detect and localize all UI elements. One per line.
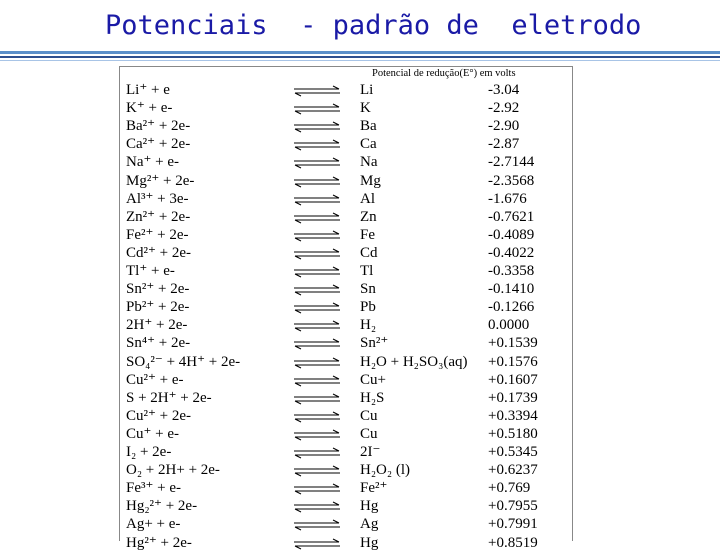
table-row [120, 135, 572, 153]
oxidized-species: Na⁺ + e- [126, 154, 180, 171]
title-rule-bottom [0, 60, 720, 61]
reduced-species: H₂O₂ (l) [360, 462, 411, 479]
reduction-potential: +0.8519 [488, 534, 538, 551]
reduced-species: Ag [360, 516, 379, 533]
reduced-species: Zn [360, 208, 377, 225]
reduced-species: Sn²⁺ [360, 335, 389, 352]
equilibrium-arrow-icon [292, 302, 342, 314]
reduction-potential: +0.7955 [488, 498, 538, 515]
equilibrium-arrow-icon [292, 393, 342, 405]
equilibrium-arrow-icon [292, 338, 342, 350]
page-title: Potenciais - padrão de eletrodo [105, 10, 642, 41]
reduced-species: Mg [360, 172, 381, 189]
reduced-species: Fe²⁺ [360, 480, 388, 497]
equilibrium-arrow-icon [292, 230, 342, 242]
table-row [120, 479, 572, 497]
reduction-potential: -2.7144 [488, 154, 535, 171]
oxidized-species: Zn²⁺ + 2e- [126, 208, 191, 225]
oxidized-species: Fe²⁺ + 2e- [126, 226, 189, 243]
table-row [120, 298, 572, 316]
reduction-potential: -0.1266 [488, 299, 535, 316]
table-row [120, 497, 572, 515]
table-row [120, 443, 572, 461]
table-row [120, 99, 572, 117]
reduced-species: Al [360, 190, 375, 207]
equilibrium-arrow-icon [292, 447, 342, 459]
reduction-potential: +0.5345 [488, 444, 538, 460]
reduction-potential: -0.4022 [488, 244, 535, 261]
oxidized-species: Pb²⁺ + 2e- [126, 299, 190, 316]
reduction-potential: +0.1739 [488, 389, 538, 406]
reduction-potential: +0.1607 [488, 371, 538, 388]
oxidized-species: Sn²⁺ + 2e- [126, 281, 190, 298]
table-row [120, 353, 572, 371]
reduced-species: Na [360, 154, 378, 171]
table-row [120, 515, 572, 533]
oxidized-species: Cu²⁺ + 2e- [126, 407, 192, 424]
table-row [120, 81, 572, 99]
equilibrium-arrow-icon [292, 157, 342, 169]
oxidized-species: Cu²⁺ + e- [126, 371, 184, 388]
table-row [120, 334, 572, 352]
potentials-table [119, 66, 573, 551]
reduction-potential: +0.5180 [488, 425, 538, 442]
equilibrium-arrow-icon [292, 501, 342, 513]
reduced-species: Cd [360, 244, 378, 261]
reduced-species: Ba [360, 118, 377, 135]
table-row [120, 117, 572, 135]
reduction-potential: -2.90 [488, 118, 520, 135]
equilibrium-arrow-icon [292, 121, 342, 133]
equilibrium-arrow-icon [292, 212, 342, 224]
equilibrium-arrow-icon [292, 139, 342, 151]
title-rule-middle [0, 56, 720, 58]
oxidized-species: Ca²⁺ + 2e- [126, 136, 191, 153]
reduced-species: Li [360, 82, 374, 98]
reduction-potential: -0.1410 [488, 281, 535, 298]
oxidized-species: Fe³⁺ + e- [126, 480, 182, 497]
oxidized-species: S + 2H⁺ + 2e- [126, 389, 212, 406]
equilibrium-arrow-icon [292, 320, 342, 332]
equilibrium-arrow-icon [292, 103, 342, 115]
reduced-species: Cu [360, 407, 378, 424]
reduction-potential: +0.3394 [488, 407, 538, 424]
oxidized-species: Ag+ + e- [126, 516, 181, 533]
table-row [120, 244, 572, 262]
reduced-species: Fe [360, 226, 375, 243]
reduction-potential: -2.87 [488, 136, 520, 153]
oxidized-species: Tl⁺ + e- [126, 263, 175, 279]
reduction-potential: -3.04 [488, 82, 520, 98]
equilibrium-arrow-icon [292, 284, 342, 296]
equilibrium-arrow-icon [292, 538, 342, 550]
oxidized-species: Cd²⁺ + 2e- [126, 244, 192, 261]
table-row [120, 172, 572, 190]
oxidized-species: Hg²⁺ + 2e- [126, 534, 192, 551]
equilibrium-arrow-icon [292, 375, 342, 387]
reduced-species: Tl [360, 263, 374, 279]
oxidized-species: K⁺ + e- [126, 100, 173, 117]
table-row [120, 208, 572, 226]
oxidized-species: 2H⁺ + 2e- [126, 317, 188, 334]
oxidized-species: SO₄²⁻ + 4H⁺ + 2e- [126, 353, 241, 370]
reduced-species: Cu [360, 425, 378, 442]
equilibrium-arrow-icon [292, 429, 342, 441]
oxidized-species: I₂ + 2e- [126, 444, 172, 460]
reduction-potential: -1.676 [488, 190, 527, 207]
oxidized-species: Al³⁺ + 3e- [126, 190, 189, 207]
reduced-species: Cu+ [360, 371, 386, 388]
table-row [120, 153, 572, 171]
table-row [120, 262, 572, 280]
table-row [120, 316, 572, 334]
reduction-potential: +0.769 [488, 480, 531, 497]
equilibrium-arrow-icon [292, 357, 342, 369]
table-row [120, 190, 572, 208]
equilibrium-arrow-icon [292, 194, 342, 206]
oxidized-species: Mg²⁺ + 2e- [126, 172, 195, 189]
reduced-species: Pb [360, 299, 376, 316]
reduced-species: H₂S [360, 389, 385, 406]
reduction-potential: +0.6237 [488, 462, 538, 479]
title-rule-top [0, 51, 720, 54]
reduction-potential: -2.3568 [488, 172, 535, 189]
reduction-potential: 0.0000 [488, 317, 530, 334]
reduced-species: Ca [360, 136, 377, 153]
reduced-species: Hg [360, 534, 379, 551]
oxidized-species: O₂ + 2H+ + 2e- [126, 462, 220, 479]
reduced-species: H₂ [360, 317, 377, 334]
table-row [120, 425, 572, 443]
reduction-potential: +0.7991 [488, 516, 538, 533]
reduction-potential: +0.1576 [488, 353, 538, 370]
equilibrium-arrow-icon [292, 483, 342, 495]
table-row [120, 280, 572, 298]
reduced-species: H₂O + H₂SO₃(aq) [360, 353, 468, 370]
reduced-species: 2I⁻ [360, 444, 381, 460]
reduced-species: Hg [360, 498, 379, 515]
column-header-potential: Potencial de redução(E°) em volts [372, 68, 516, 79]
equilibrium-arrow-icon [292, 176, 342, 188]
equilibrium-arrow-icon [292, 519, 342, 531]
reduction-potential: -0.4089 [488, 226, 535, 243]
reduction-potential: -0.7621 [488, 208, 535, 225]
oxidized-species: Li⁺ + e [126, 82, 170, 98]
equilibrium-arrow-icon [292, 266, 342, 278]
table-row [120, 226, 572, 244]
table-row [120, 461, 572, 479]
equilibrium-arrow-icon [292, 411, 342, 423]
table-row [120, 407, 572, 425]
oxidized-species: Hg₂²⁺ + 2e- [126, 498, 198, 515]
table-row [120, 534, 572, 552]
reduction-potential: -0.3358 [488, 263, 535, 279]
reduction-potential: +0.1539 [488, 335, 538, 352]
equilibrium-arrow-icon [292, 465, 342, 477]
oxidized-species: Ba²⁺ + 2e- [126, 118, 191, 135]
reduced-species: K [360, 100, 371, 117]
oxidized-species: Sn⁴⁺ + 2e- [126, 335, 191, 352]
reduced-species: Sn [360, 281, 376, 298]
reduction-potential: -2.92 [488, 100, 520, 117]
oxidized-species: Cu⁺ + e- [126, 425, 180, 442]
equilibrium-arrow-icon [292, 248, 342, 260]
table-row [120, 389, 572, 407]
equilibrium-arrow-icon [292, 85, 342, 97]
table-row [120, 371, 572, 389]
